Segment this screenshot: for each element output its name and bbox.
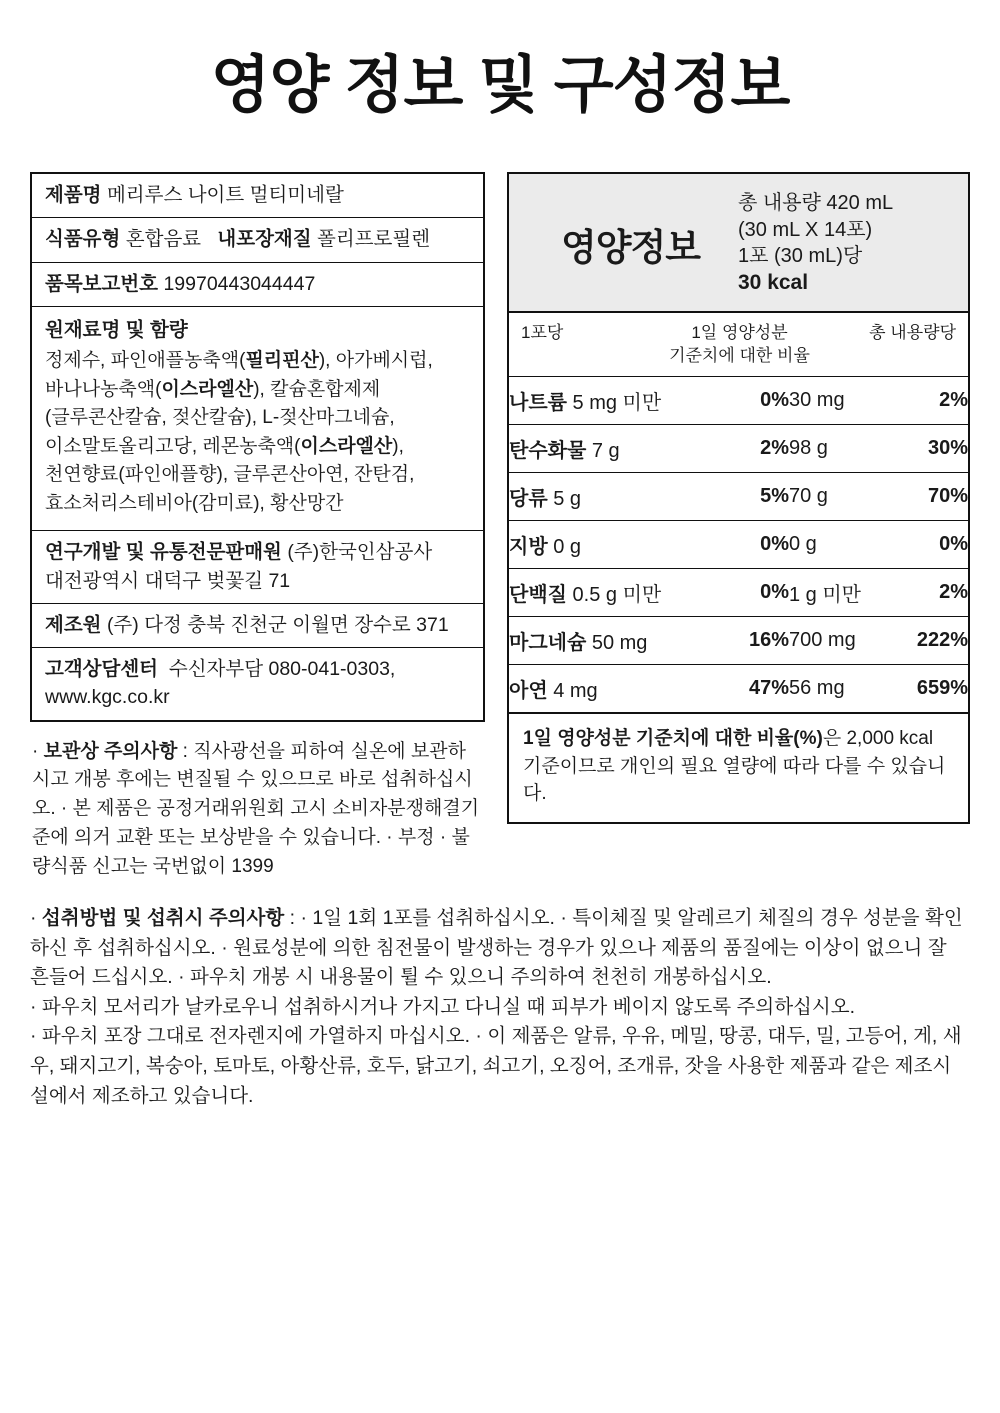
food-type-row bbox=[32, 218, 483, 262]
ingredient-line: 이소말토올리고당, 레몬농축액(이스라엘산), bbox=[45, 435, 404, 457]
table-row bbox=[509, 424, 968, 472]
ingredient-line: 정제수, 파인애플농축액(필리핀산), 아가베시럽, bbox=[45, 350, 433, 372]
manufacturer-row bbox=[32, 604, 483, 648]
content-columns bbox=[0, 172, 1000, 882]
nutrient-total-dv-cell: 659% bbox=[899, 664, 968, 713]
nutrient-dv-cell: 0% bbox=[717, 520, 789, 568]
nutrient-total-amount-cell: 1 g 미만 bbox=[789, 568, 899, 616]
nutrient-dv-cell: 16% bbox=[717, 616, 789, 664]
nutrient-name-cell: 탄수화물 7 g bbox=[509, 424, 717, 472]
product-info-column bbox=[30, 172, 485, 882]
nutrition-footnote: 1일 영양성분 기준치에 대한 비율(%)은 2,000 kcal 기준이므로 개인의 필요 열량에 따라 다를 수 있습니다. bbox=[523, 727, 946, 805]
product-name-row bbox=[32, 174, 483, 218]
nutrition-column-headers bbox=[509, 313, 968, 377]
nutrition-heading: 영양정보 bbox=[561, 226, 700, 268]
table-row bbox=[509, 616, 968, 664]
food-type-label: 식품유형 bbox=[45, 228, 121, 251]
usage-note-paragraph: · 파우치 포장 그대로 전자렌지에 가열하지 마십시오. · 이 제품은 알류, 우유, 메밀, 땅콩, 대두, 밀, 고등어, 게, 새우, 돼지고기, 복숭아, 토마토, 아황산류, 호두, 닭고기, 쇠고기, 오징어, 조개류, 잣을 사용한 제품과 같은 제조시설에서 제조하고 있습니다. bbox=[30, 1025, 962, 1107]
col-header-daily-value-line1: 1일 영양성분 bbox=[691, 323, 788, 343]
nutrient-total-amount-cell: 0 g bbox=[789, 520, 899, 568]
report-number-label: 품목보고번호 bbox=[45, 272, 159, 295]
col-header-total: 총 내용량당 bbox=[869, 323, 956, 343]
nutrient-total-dv-cell: 222% bbox=[899, 616, 968, 664]
usage-note-paragraph: · 파우치 모서리가 날카로우니 섭취하시거나 가지고 다니실 때 피부가 베이지 않도록 주의하십시오. bbox=[30, 995, 855, 1018]
table-row bbox=[509, 377, 968, 425]
product-info-box bbox=[30, 172, 485, 721]
nutrient-name-cell: 지방 0 g bbox=[509, 520, 717, 568]
nutrient-total-dv-cell: 2% bbox=[899, 568, 968, 616]
nutrient-total-dv-cell: 2% bbox=[899, 377, 968, 425]
packaging-material-value: 폴리프로필렌 bbox=[317, 228, 431, 251]
table-row bbox=[509, 568, 968, 616]
nutrient-total-amount-cell: 56 mg bbox=[789, 664, 899, 713]
nutrient-dv-cell: 2% bbox=[717, 424, 789, 472]
table-row bbox=[509, 472, 968, 520]
customer-center-value: 수신자부담 080-041-0303, bbox=[168, 658, 396, 681]
ingredient-line: (글루콘산칼슘, 젖산칼슘), L-젖산마그네슘, bbox=[45, 407, 395, 429]
nutrient-dv-cell: 5% bbox=[717, 472, 789, 520]
customer-center-website[interactable]: www.kgc.co.kr bbox=[45, 686, 170, 709]
nutrient-name-cell: 나트륨 5 mg 미만 bbox=[509, 377, 717, 425]
product-name-label: 제품명 bbox=[45, 184, 102, 207]
usage-note-paragraph: · 섭취방법 및 섭취시 주의사항 : · 1일 1회 1포를 섭취하십시오. · 특이체질 및 알레르기 체질의 경우 성분을 확인하신 후 섭취하십시오. · 원료성분에 의한 침전물이 발생하는 경우가 있으나 제품의 품질에는 이상이 없으니 잘 흔들어 드십시오. · 파우치 개봉 시 내용물이 튈 수 있으니 주의하여 천천히 개봉하십시오. bbox=[30, 906, 963, 989]
nutrition-table-body bbox=[509, 377, 968, 713]
nutrient-total-amount-cell: 700 mg bbox=[789, 616, 899, 664]
distributor-label: 연구개발 및 유통전문판매원 bbox=[45, 541, 282, 564]
nutrient-total-amount-cell: 70 g bbox=[789, 472, 899, 520]
ingredients-body bbox=[45, 347, 470, 518]
nutrition-meta bbox=[738, 190, 954, 297]
col-header-daily-value-line2: 기준치에 대한 비율 bbox=[669, 346, 810, 366]
distributor-address: 대전광역시 대덕구 벚꽃길 71 bbox=[45, 569, 291, 592]
nutrient-total-dv-cell: 70% bbox=[899, 472, 968, 520]
manufacturer-label: 제조원 bbox=[45, 613, 102, 636]
nutrition-column bbox=[507, 172, 970, 823]
ingredient-line: 효소처리스테비아(감미료), 황산망간 bbox=[45, 492, 344, 514]
nutrient-name-cell: 단백질 0.5 g 미만 bbox=[509, 568, 717, 616]
report-number-row bbox=[32, 263, 483, 307]
serving-detail: (30 mL X 14포) bbox=[738, 218, 873, 241]
col-header-per-serving: 1포당 bbox=[521, 323, 564, 343]
nutrient-total-dv-cell: 0% bbox=[899, 520, 968, 568]
nutrient-dv-cell: 0% bbox=[717, 568, 789, 616]
calories-value: 30 kcal bbox=[738, 271, 809, 295]
usage-notes bbox=[0, 904, 1000, 1111]
nutrient-name-cell: 아연 4 mg bbox=[509, 664, 717, 713]
ingredient-line: 천연향료(파인애플향), 글루콘산아연, 잔탄검, bbox=[45, 464, 415, 486]
ingredient-line: 바나나농축액(이스라엘산), 칼슘혼합제제 bbox=[45, 378, 381, 400]
nutrient-total-dv-cell: 30% bbox=[899, 424, 968, 472]
per-serving: 1포 (30 mL)당 bbox=[738, 244, 863, 267]
table-row bbox=[509, 520, 968, 568]
ingredients-row bbox=[32, 307, 483, 531]
nutrition-header bbox=[509, 174, 968, 313]
food-type-value: 혼합음료 bbox=[125, 228, 202, 251]
nutrient-name-cell: 당류 5 g bbox=[509, 472, 717, 520]
col-header-daily-value bbox=[641, 322, 838, 368]
nutrient-dv-cell: 0% bbox=[717, 377, 789, 425]
nutrient-name-cell: 마그네슘 50 mg bbox=[509, 616, 717, 664]
nutrition-facts-box bbox=[507, 172, 970, 823]
table-row bbox=[509, 664, 968, 713]
distributor-row bbox=[32, 531, 483, 604]
report-number-value: 19970443044447 bbox=[163, 272, 316, 295]
nutrition-table bbox=[509, 377, 968, 714]
nutrient-total-amount-cell: 30 mg bbox=[789, 377, 899, 425]
storage-caution-text: · 보관상 주의사항 : 직사광선을 피하여 실온에 보관하시고 개봉 후에는 변질될 수 있으므로 바로 섭취하십시오. · 본 제품은 공정거래위원회 고시 소비자분쟁해결기준에 의거 교환 또는 보상받을 수 있습니다. · 부정 · 불량식품 신고는 국번없이 1399 bbox=[32, 740, 480, 878]
page-title: 영양 정보 및 구성정보 bbox=[210, 51, 790, 120]
product-name-value: 메리루스 나이트 멀티미네랄 bbox=[106, 184, 344, 207]
distributor-value: (주)한국인삼공사 bbox=[287, 541, 433, 564]
manufacturer-value: (주) 다정 충북 진천군 이월면 장수로 371 bbox=[106, 613, 449, 636]
nutrient-total-amount-cell: 98 g bbox=[789, 424, 899, 472]
packaging-material-label: 내포장재질 bbox=[217, 228, 312, 251]
nutrient-dv-cell: 47% bbox=[717, 664, 789, 713]
total-volume: 총 내용량 420 mL bbox=[738, 192, 894, 215]
ingredients-heading: 원재료명 및 함량 bbox=[45, 318, 188, 341]
customer-center-row bbox=[32, 648, 483, 720]
customer-center-label: 고객상담센터 bbox=[45, 658, 159, 681]
